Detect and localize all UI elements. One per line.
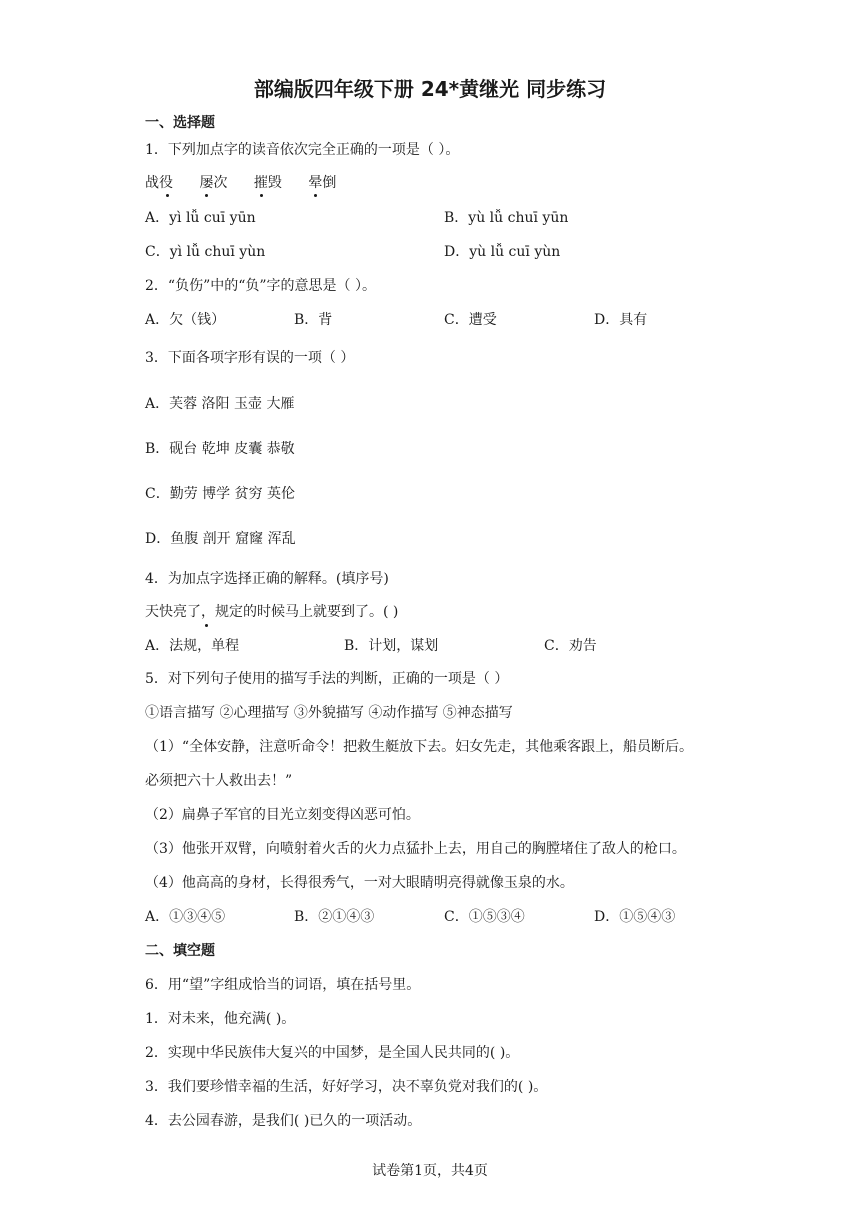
question-4-sentence-text: 天快亮了，规定的时候马上就要到了。( ): [145, 604, 399, 620]
question-1-words: [145, 173, 358, 193]
question-2-option-d: D．具有: [594, 312, 648, 328]
question-5-option-a: A．①③④⑤: [145, 909, 226, 925]
question-1-option-d: D．yù lǚ cuī yùn: [444, 244, 561, 260]
question-6-item-3: 3．我们要珍惜幸福的生活，好好学习，决不辜负党对我们的( )。: [145, 1079, 548, 1095]
question-5-sentence-3: （3）他张开双臂，向喷射着火舌的火力点猛扑上去，用自己的胸膛堵住了敌人的枪口。: [145, 841, 686, 857]
word-1-text: 战役: [145, 175, 173, 191]
word-3-text: 摧毁: [253, 175, 282, 191]
question-3-option-c: C．勤劳 博学 贫穷 英伦: [145, 486, 296, 502]
question-5-methods: ①语言描写 ②心理描写 ③外貌描写 ④动作描写 ⑤神态描写: [145, 705, 513, 721]
page-footer: 试卷第1页，共4页: [372, 1163, 488, 1179]
question-4-stem: 4．为加点字选择正确的解释。(填序号): [145, 571, 389, 587]
question-5-sentence-2: （2）扁鼻子军官的目光立刻变得凶恶可怕。: [145, 807, 420, 823]
emphasis-dot: [205, 194, 208, 197]
question-5-sentence-1a: （1）“全体安静，注意听命令！把救生艇放下去。妇女先走，其他乘客跟上，船员断后。: [145, 739, 694, 755]
question-1-option-b: B．yù lǚ chuī yūn: [444, 210, 569, 226]
question-3-option-b: B．砚台 乾坤 皮囊 恭敬: [145, 441, 295, 457]
word-4-text: 晕倒: [308, 175, 337, 191]
question-6-item-4: 4．去公园春游，是我们( )已久的一项活动。: [145, 1113, 422, 1129]
word-1: [145, 173, 173, 193]
question-2-option-c: C．遭受: [444, 312, 497, 328]
question-6-stem: 6．用“望”字组成恰当的词语，填在括号里。: [145, 977, 421, 993]
question-4-sentence: [145, 602, 398, 622]
question-6-item-2: 2．实现中华民族伟大复兴的中国梦，是全国人民共同的( )。: [145, 1045, 520, 1061]
word-4: [308, 173, 336, 193]
word-2: [199, 173, 227, 193]
question-5-sentence-4: （4）他高高的身材，长得很秀气，一对大眼睛明亮得就像玉泉的水。: [145, 875, 574, 891]
question-3-option-d: D．鱼腹 剖开 窟窿 浑乱: [145, 531, 296, 547]
question-5-option-d: D．①⑤④③: [594, 909, 676, 925]
emphasis-dot: [314, 194, 317, 197]
question-4-option-a: A．法规，单程: [145, 638, 240, 654]
emphasis-dot: [260, 194, 263, 197]
question-2-option-a: A．欠（钱）: [145, 312, 226, 328]
question-2-stem: 2．“负伤”中的“负”字的意思是（ ）。: [145, 278, 376, 294]
section-heading-fill: 二、填空题: [145, 943, 215, 959]
question-3-option-a: A．芙蓉 洛阳 玉壶 大雁: [145, 396, 295, 412]
question-5-option-b: B．②①④③: [294, 909, 375, 925]
question-5-option-c: C．①⑤③④: [444, 909, 525, 925]
emphasis-dot: [166, 194, 169, 197]
question-5-sentence-1b: 必须把六十人救出去！”: [145, 773, 293, 789]
question-4-option-b: B．计划，谋划: [344, 638, 439, 654]
question-1-option-a: A．yì lǚ cuī yūn: [145, 210, 256, 226]
question-1-stem: 1．下列加点字的读音依次完全正确的一项是（ ）。: [145, 142, 460, 158]
question-3-stem: 3．下面各项字形有误的一项（ ）: [145, 350, 355, 366]
word-2-text: 屡次: [199, 175, 228, 191]
word-3: [254, 173, 282, 193]
page-title: 部编版四年级下册 24*黄继光 同步练习: [253, 77, 607, 101]
question-5-stem: 5．对下列句子使用的描写手法的判断，正确的一项是（ ）: [145, 671, 509, 687]
emphasis-dot: [205, 624, 208, 627]
question-2-option-b: B．背: [294, 312, 333, 328]
section-heading-choice: 一、选择题: [145, 115, 215, 131]
question-1-option-c: C．yì lǚ chuī yùn: [145, 244, 266, 260]
question-6-item-1: 1．对未来，他充满( )。: [145, 1011, 296, 1027]
question-4-option-c: C．劝告: [544, 638, 597, 654]
